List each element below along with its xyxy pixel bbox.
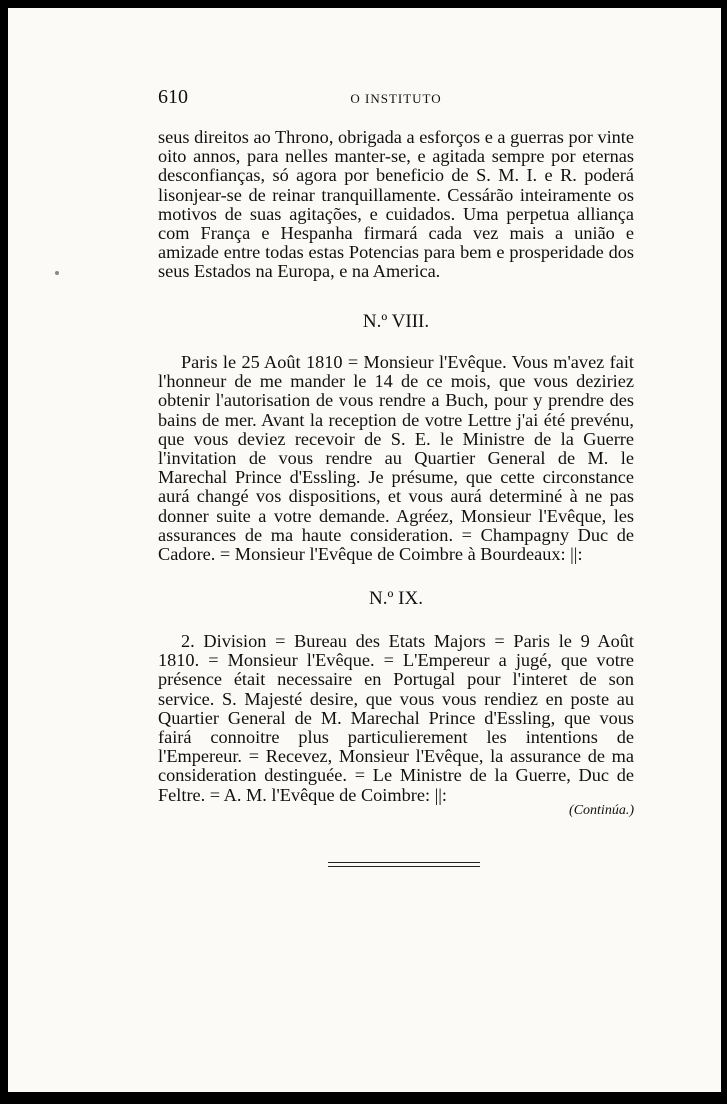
double-rule-top xyxy=(328,862,480,863)
letter-viii xyxy=(158,353,634,564)
section-heading-viii: N.º VIII. xyxy=(362,311,430,332)
paragraph-text: 2. Division = Bureau des Etats Majors = Paris le 9 Août 1810. = Monsieur l'Evêque. = L'Empereur a jugé, que votre présence était necessaire en Portugal pour l'interet de son service. S. Majesté desire, que vous vous rendiez en poste au Quartier General de M. Marechal Prince d'Essling, que vous fairá connoitre plus particulierement les intentions de l'Empereur. = Recevez, Monsieur l'Evêque, la assurance de ma consideration destinguée. = Le Ministre de la Guerre, Duc de Feltre. = A. M. l'Evêque de Coimbre: ||: xyxy=(158,631,634,805)
ink-speck xyxy=(55,271,59,275)
paragraph-text: Paris le 25 Août 1810 = Monsieur l'Evêque. Vous m'avez fait l'honneur de me mander le 14 de ce mois, que vous deziriez obtenir l'autorisation de vous rendre a Buch, pour y prendre des bains de mer. Avant la reception de votre Lettre j'ai été prevénu, que vous deviez recevoir de S. E. le Ministre de la Guerre l'invitation de vous rendre au Quartier General de M. le Marechal Prince d'Essling. Je présume, que cette circonstance aurá changé vos dispositions, et vous aurá determiné à ne pas donner suite a votre demande. Agréez, Monsieur l'Evêque, les assurances de ma haute consideration. = Champagny Duc de Cadore. = Monsieur l'Evêque de Coimbre à Bourdeaux: ||: xyxy=(158,352,634,565)
paragraph-text: seus direitos ao Throno, obrigada a esforços e a guerras por vinte oito annos, para nelles manter-se, e agitada sempre por eternas desconfianças, só agora por beneficio de S. M. I. e R. poderá lisonjear-se de reinar tranquillamente. Cessárão inteiramente os motivos de suas agitações, e cuidados. Uma perpetua alliança com França e Hespanha firmará cada vez mais a união e amizade entre todas estas Potencias para bem e prosperidade dos seus Estados na Europa, e na America. xyxy=(158,127,634,282)
running-title: O INSTITUTO xyxy=(350,91,442,106)
double-rule-bottom xyxy=(328,866,480,867)
letter-ix xyxy=(158,632,634,805)
continued-note: (Continúa.) xyxy=(569,803,634,818)
book-page xyxy=(8,8,721,1092)
section-heading-ix: N.º IX. xyxy=(369,588,423,609)
page-header xyxy=(158,86,634,112)
page-number: 610 xyxy=(158,86,188,108)
paragraph-continuation xyxy=(158,128,634,282)
